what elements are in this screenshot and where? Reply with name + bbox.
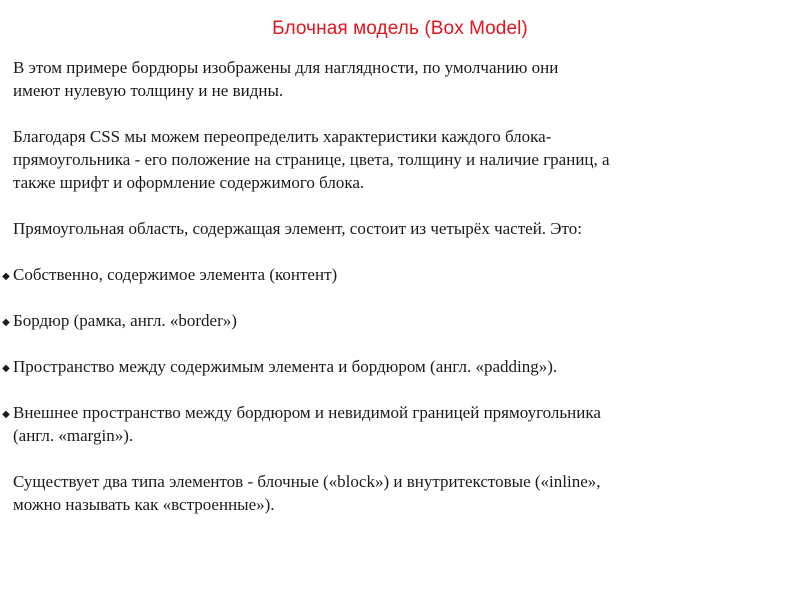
text-line: можно называть как «встроенные»). — [13, 495, 275, 514]
text-line: Внешнее пространство между бордюром и невидимой границей прямоугольника — [13, 403, 601, 422]
paragraph-gap — [13, 447, 795, 470]
paragraph-closing — [13, 470, 795, 516]
text-line: Пространство между содержимым элемента и бордюром (англ. «padding»). — [13, 357, 558, 376]
text-line: имеют нулевую толщину и не видны. — [13, 81, 284, 100]
list-item-margin — [2, 401, 795, 447]
list-item-padding — [2, 355, 795, 378]
paragraph-gap — [13, 378, 795, 401]
text-line: (англ. «margin»). — [13, 426, 134, 445]
text-line: Существует два типа элементов - блочные («block») и внутритекстовые («inline», — [13, 472, 601, 491]
diamond-bullet-icon: ◆ — [2, 363, 10, 374]
diamond-bullet-icon: ◆ — [2, 271, 10, 282]
list-item-content — [2, 263, 795, 286]
diamond-bullet-icon: ◆ — [2, 409, 10, 420]
paragraph-gap — [13, 194, 795, 217]
paragraph-intro — [13, 56, 795, 102]
list-item-border — [2, 309, 795, 332]
text-line: также шрифт и оформление содержимого блока. — [13, 173, 365, 192]
diamond-bullet-icon: ◆ — [2, 317, 10, 328]
paragraph-gap — [13, 240, 795, 263]
paragraph-parts — [13, 217, 795, 240]
paragraph-css — [13, 125, 795, 194]
text-line: Бордюр (рамка, англ. «border») — [13, 311, 237, 330]
slide-title: Блочная модель (Box Model) — [272, 18, 528, 39]
text-line: Благодаря CSS мы можем переопределить характеристики каждого блока- — [13, 127, 552, 146]
text-line: В этом примере бордюры изображены для наглядности, по умолчанию они — [13, 58, 559, 77]
paragraph-gap — [13, 332, 795, 355]
paragraph-gap — [13, 102, 795, 125]
paragraph-gap — [13, 286, 795, 309]
text-line: Прямоугольная область, содержащая элемент, состоит из четырёх частей. Это: — [13, 219, 582, 238]
text-line: Собственно, содержимое элемента (контент) — [13, 265, 338, 284]
slide-content — [2, 56, 795, 516]
text-line: прямоугольника - его положение на странице, цвета, толщину и наличие границ, а — [13, 150, 610, 169]
